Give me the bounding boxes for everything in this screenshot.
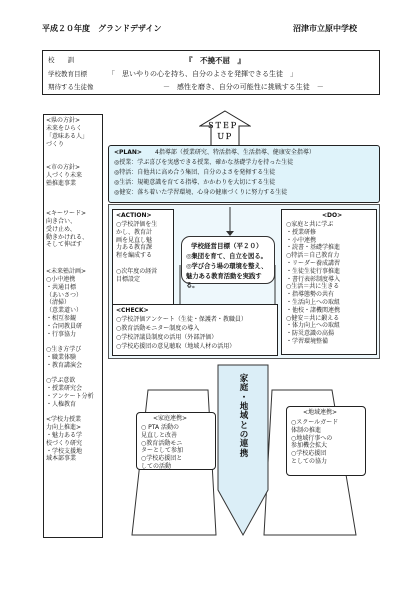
goal-label: 学校教育目標 [48, 70, 87, 78]
check-box [112, 304, 278, 356]
step-label: ＳＴＥＰ [207, 121, 237, 130]
school-name: 沼津市立原中学校 [293, 24, 357, 33]
family-cooperation-box [136, 412, 216, 470]
mirai-plan-title: <未来塾計画> [46, 268, 87, 275]
community-cooperation-box [286, 406, 366, 476]
center-goal-line: 魅力ある教育活動を実践する。 [186, 273, 262, 289]
plan-subtitle: 4指導部（授業研究、特活指導、生活指導、健康安全指導） [155, 149, 315, 156]
plan-item: ◎生活：規範意識を育てる指導、かかわりを大切にする生徒 [114, 179, 276, 186]
do-box [281, 209, 377, 355]
community-text: ○スクールガード 体制の推進 ○地域行事への 参加機会拡大 ○学校応援団 としての協力 [291, 419, 339, 465]
city-policy-title: <市の方針> [46, 164, 81, 171]
mission-box [42, 50, 380, 95]
family-text: ○ PTA 活動の 見直しと改善 ○教育活動モニ ターとして参加 ○学校応援団と しての活動 [141, 424, 184, 470]
ideal-value: － 感性を磨き、自分の可能性に挑戦する生徒 － [163, 83, 324, 91]
family-title: <家庭連携> [153, 415, 188, 422]
center-goal-line: ◎学び合う場の環境を整え、 [186, 263, 268, 270]
do-title: <DO> [322, 212, 343, 219]
family-community-pillar: 家 庭 ・ 地 域 と の 連 携 [239, 374, 249, 459]
community-title: <地域連携> [303, 409, 338, 416]
ideal-label: 期待する生徒像 [48, 83, 94, 91]
action-text: ○学校評価を生 かし、教育計 画を見直し魅 力ある教育課 程を編成する ○次年度の経営 目標設定 [116, 221, 158, 283]
kyokun-label: 校 訓 [48, 56, 74, 64]
plan-item: ◎授業：学ぶ喜びを実感できる授業、確かな基礎学力を持った生徒 [114, 159, 294, 166]
prefecture-policy-text: 未来をひらく 「意味ある人」 づくり [46, 125, 89, 148]
kyokun-value: 『 不撓不屈 』 [185, 56, 245, 65]
plan-item: ◎健安：落ち着いた学習環境、心身の健康づくりに努力する生徒 [114, 189, 288, 196]
check-item: ○学校応援団の意見聴取（地域人材の活用） [116, 343, 236, 350]
check-item: ○学校評価アンケート（生徒・保護者・教職員） [116, 316, 247, 323]
check-title: <CHECK> [116, 307, 149, 314]
city-policy-text: 人づくり未来 塾推進事業 [46, 172, 83, 187]
center-goal-title: 学校経営目標（平２０） [191, 242, 263, 250]
page-header-title: 平成２０年度 グランドデザイン [42, 24, 162, 33]
plan-box [108, 145, 380, 203]
up-label: ＵＰ [217, 132, 232, 141]
prefecture-policy-title: <県の方針> [46, 117, 81, 124]
keyword-text: 向き合い、 受け止め、 動きかけれる、 そして伸ばす [46, 218, 89, 249]
keyword-title: <キーワード> [46, 210, 87, 217]
plan-item: ◎特活：自他共に高め合う集団、自分のよさを発揮する生徒 [114, 169, 276, 176]
check-item: ○学校評議員制度の活用（外部評価） [116, 334, 218, 341]
plan-title: <PLAN> [114, 149, 142, 156]
center-goal-line: ◎集団を育て、自立を図る。 [186, 253, 267, 260]
mirai-plan-text: ○小中連携 ・共通目標 （あいさつ） （清掃） （意業道い） ・相互参観 ・合同教員研 ・行事協力 ○生き方学び ・職業体験 ・教育講演会 ○学ぶ意欲 ・授業研究会 ・アンケート分析 ・人権教育 <学校力授業 力向上推進> ・魅力ある学 校づくり研究 ・学校支援地 域本部事業 [46, 276, 94, 463]
goal-value: 「 思いやりの心を持ち、自分のよさを発揮できる生徒 」 [108, 70, 297, 78]
do-text: ○家庭と共に学ぶ ・授業研修 ・小中連携 ・読書・基礎学推進 ○特活＝自己教育力 ・リーダー養成講習 ・生徒生徒行事推進 ・書行表彰制度導入 ○生活＝共に生きる ・指導態勢の共有 ・生活向上への取組 ・他校・諸機関連携 ○健安＝共に鍛える ・体力向上への取組 ・防災意識の高揚 ・学習環境整備 [286, 221, 341, 345]
action-title: <ACTION> [116, 212, 152, 219]
check-item: ○教育活動モニター制度の導入 [116, 325, 200, 332]
